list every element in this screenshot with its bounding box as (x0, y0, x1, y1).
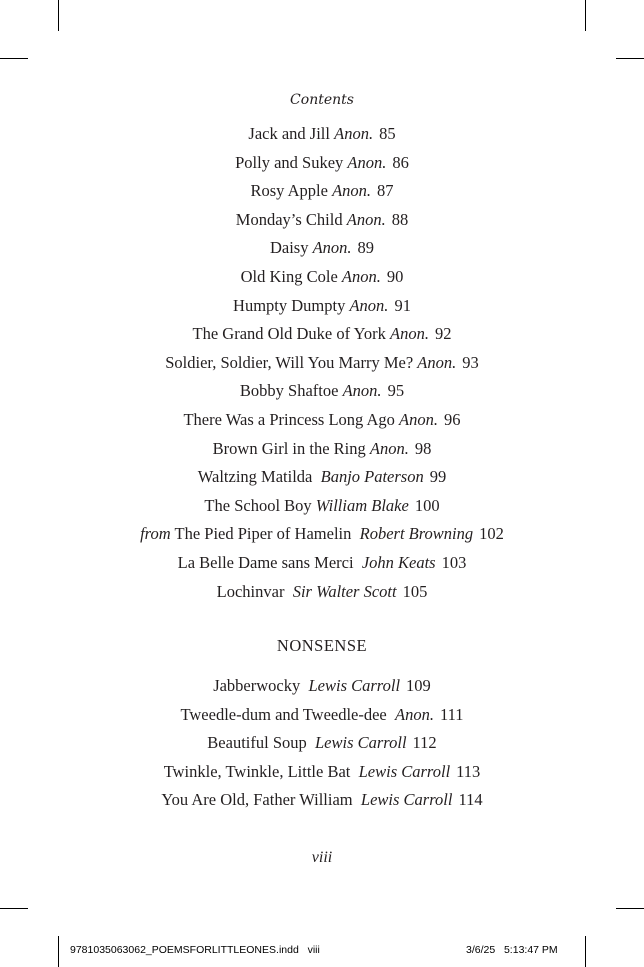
contents-entry (0, 549, 644, 578)
entry-title: Beautiful Soup (207, 733, 307, 753)
nonsense-list (0, 672, 644, 815)
entry-author: Lewis Carroll (315, 733, 407, 753)
entry-title: Daisy (269, 238, 309, 258)
entry-page: 86 (392, 152, 409, 172)
entry-title: Twinkle, Twinkle, Little Bat (163, 761, 351, 781)
entry-page: 103 (441, 552, 467, 572)
entry-page: 96 (444, 409, 461, 429)
contents-entry (0, 520, 644, 549)
entry-title: Soldier, Soldier, Will You Marry Me? (165, 352, 414, 372)
entry-author: Lewis Carroll (360, 790, 453, 810)
contents-entry (0, 578, 644, 607)
entry-title: Monday’s Child (235, 209, 343, 229)
slug-page: viii (307, 944, 320, 956)
entry-author: Anon. (334, 124, 374, 143)
entry-title: Rosy Apple (250, 181, 328, 201)
contents-entry (0, 292, 644, 321)
entry-author: Lewis Carroll (308, 676, 401, 695)
entry-page: 105 (402, 581, 428, 601)
entry-author: Anon. (346, 209, 386, 229)
slug-timestamp (466, 944, 558, 956)
crop-mark (0, 908, 28, 909)
entry-page: 85 (379, 124, 396, 143)
contents-entry (0, 701, 644, 730)
contents-entry (0, 149, 644, 178)
entry-page: 92 (435, 324, 452, 344)
entry-page: 109 (406, 676, 431, 695)
contents-entry (0, 177, 644, 206)
entry-title: Tweedle-dum and Tweedle-dee (180, 704, 387, 724)
entry-author: Banjo Paterson (320, 467, 424, 487)
entry-author: Anon. (341, 266, 381, 286)
entry-title: Waltzing Matilda (197, 467, 313, 487)
entry-page: 87 (377, 181, 394, 201)
contents-entry (0, 406, 644, 435)
contents-entry (0, 729, 644, 758)
entry-page: 88 (391, 209, 409, 229)
page-number: viii (311, 849, 333, 866)
crop-mark (0, 58, 28, 59)
contents-list (0, 120, 644, 606)
slug-filename: 9781035063062_POEMSFORLITTLEONES.indd (70, 944, 299, 956)
entry-author: Robert Browning (359, 524, 474, 544)
entry-author: Anon. (349, 295, 389, 315)
entry-page: 91 (394, 295, 411, 315)
entry-title: The Pied Piper of Hamelin (174, 524, 352, 544)
crop-mark (616, 58, 644, 59)
contents-entry (0, 349, 644, 378)
contents-entry (0, 234, 644, 263)
crop-mark (58, 936, 59, 967)
entry-title: Lochinvar (216, 581, 285, 601)
entry-page: 114 (458, 790, 483, 810)
crop-mark (585, 0, 586, 31)
entry-title: Jack and Jill (248, 124, 330, 143)
contents-entry (0, 492, 644, 521)
contents-entry (0, 263, 644, 292)
entry-title: You Are Old, Father William (161, 790, 353, 810)
entry-title: Bobby Shaftoe (239, 381, 339, 401)
entry-title: Humpty Dumpty (233, 295, 346, 315)
crop-mark (58, 0, 59, 31)
entry-page: 89 (357, 238, 375, 258)
entry-author: Sir Walter Scott (292, 581, 397, 601)
entry-author: Anon. (395, 704, 434, 724)
entry-page: 93 (462, 352, 479, 372)
entry-page: 99 (429, 467, 447, 487)
contents-entry (0, 377, 644, 406)
entry-prefix: from (140, 524, 171, 544)
entry-title: The School Boy (204, 495, 312, 515)
entry-title: There Was a Princess Long Ago (183, 409, 395, 429)
entry-title: La Belle Dame sans Merci (177, 552, 354, 572)
contents-entry (0, 758, 644, 787)
entry-title: Old King Cole (240, 266, 338, 286)
entry-title: Polly and Sukey (235, 152, 344, 172)
entry-page: 112 (412, 733, 437, 753)
entry-author: Anon. (369, 438, 409, 458)
entry-title: Jabberwocky (213, 676, 301, 695)
entry-title: The Grand Old Duke of York (192, 324, 386, 344)
contents-entry (0, 463, 644, 492)
contents-entry (0, 120, 644, 149)
contents-entry (0, 435, 644, 464)
slug-time: 5:13:47 PM (503, 944, 558, 956)
slug-file-info (70, 944, 320, 956)
entry-author: Anon. (417, 352, 457, 372)
entry-page: 98 (414, 438, 432, 458)
entry-author: Anon. (342, 381, 382, 401)
entry-author: William Blake (315, 495, 409, 515)
contents-entry (0, 320, 644, 349)
entry-page: 111 (439, 704, 464, 724)
entry-author: Anon. (332, 181, 372, 201)
entry-author: John Keats (361, 552, 436, 572)
section-heading: NONSENSE (276, 636, 368, 655)
entry-page: 90 (386, 266, 404, 286)
entry-author: Anon. (312, 238, 352, 258)
entry-page: 113 (456, 761, 481, 781)
contents-entry (0, 206, 644, 235)
entry-author: Anon. (399, 409, 439, 429)
entry-page: 95 (387, 381, 405, 401)
contents-entry (0, 786, 644, 815)
contents-entry (0, 672, 644, 701)
crop-mark (616, 908, 644, 909)
entry-author: Anon. (347, 152, 387, 172)
entry-page: 100 (414, 495, 440, 515)
entry-author: Lewis Carroll (358, 761, 451, 781)
entry-title: Brown Girl in the Ring (212, 438, 366, 458)
slug-date: 3/6/25 (466, 944, 496, 956)
crop-mark (585, 936, 586, 967)
entry-author: Anon. (390, 324, 429, 344)
running-head: Contents (290, 92, 354, 108)
entry-page: 102 (479, 524, 504, 544)
